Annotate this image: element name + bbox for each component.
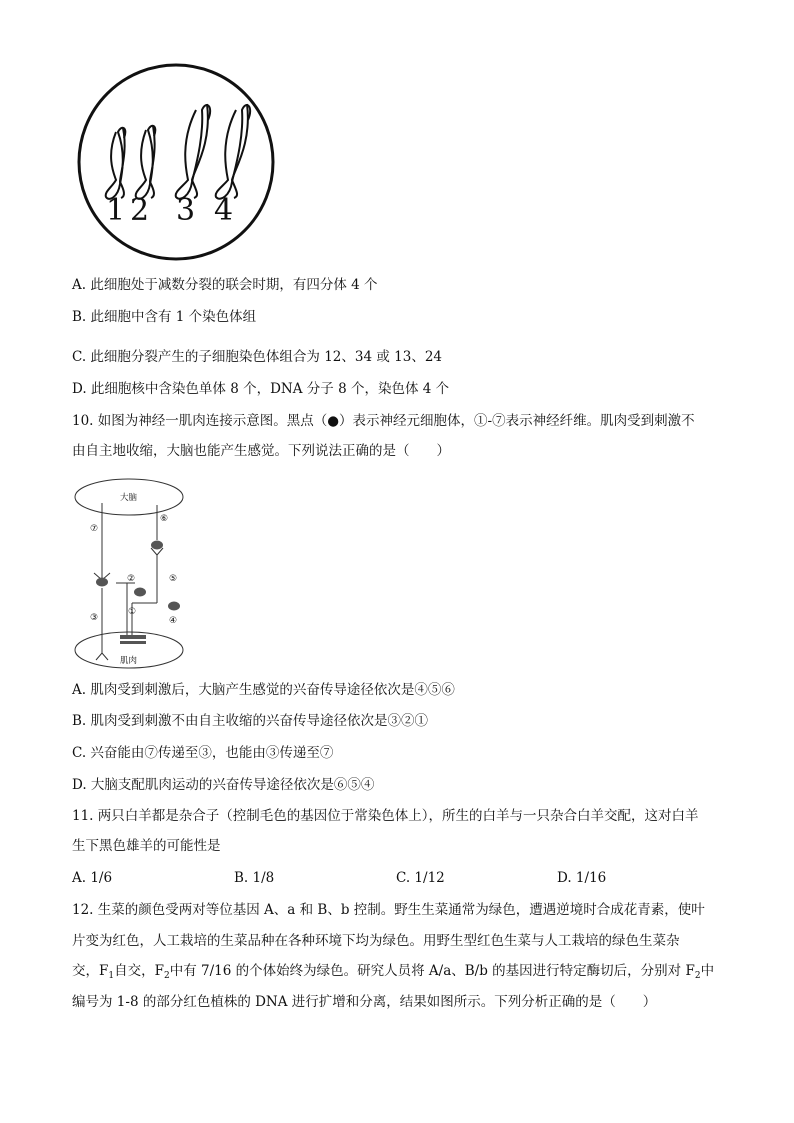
q11-option-a: A. 1/6 bbox=[72, 870, 113, 886]
chromosome-label-4: 4 bbox=[214, 193, 234, 228]
q12-line1: 12. 生菜的颜色受两对等位基因 A、a 和 B、b 控制。野生生菜通常为绿色，遭遇逆境时合成花青素，使叶 bbox=[72, 902, 705, 918]
q10-option-d: D. 大脑支配肌肉运动的兴奋传导途径依次是⑥⑤④ bbox=[72, 777, 375, 793]
q10-option-c: C. 兴奋能由⑦传递至③，也能由③传递至⑦ bbox=[72, 745, 334, 761]
fiber-label-7: ⑦ bbox=[90, 524, 99, 534]
q12-line4: 编号为 1-8 的部分红色植株的 DNA 进行扩增和分离，结果如图所示。下列分析正确的是（ ） bbox=[72, 994, 657, 1010]
q12-sub-f2b: 2 bbox=[694, 971, 701, 981]
q11-option-b: B. 1/8 bbox=[234, 870, 275, 886]
cell-chromosome-figure bbox=[76, 62, 276, 262]
q10-option-a: A. 肌肉受到刺激后，大脑产生感觉的兴奋传导途径依次是④⑤⑥ bbox=[72, 682, 455, 698]
q10-option-b: B. 肌肉受到刺激不由自主收缩的兴奋传导途径依次是③②① bbox=[72, 713, 429, 729]
q10-stem-line2: 由自主地收缩，大脑也能产生感觉。下列说法正确的是（ ） bbox=[72, 443, 450, 459]
fiber-label-6: ⑥ bbox=[160, 514, 169, 524]
chromosome-label-1: 1 bbox=[106, 193, 126, 228]
q12-line3 bbox=[72, 962, 714, 985]
fiber-label-1: ① bbox=[128, 607, 137, 617]
q12-line3-part-a: 交，F bbox=[72, 963, 109, 979]
q9-option-a: A. 此细胞处于减数分裂的联会时期，有四分体 4 个 bbox=[72, 277, 378, 293]
chromosome-label-2: 2 bbox=[130, 193, 150, 228]
fiber-label-5: ⑤ bbox=[169, 574, 178, 584]
q11-stem-line2: 生下黑色雄羊的可能性是 bbox=[72, 838, 221, 854]
fiber-label-4: ④ bbox=[169, 616, 178, 626]
fiber-label-3: ③ bbox=[90, 613, 99, 623]
muscle-label: 肌肉 bbox=[120, 656, 138, 666]
q9-option-d: D. 此细胞核中含染色单体 8 个，DNA 分子 8 个，染色体 4 个 bbox=[72, 381, 450, 397]
chromosome-2 bbox=[136, 126, 156, 199]
q10-stem-line1: 10. 如图为神经一肌肉连接示意图。黑点（●）表示神经元细胞体，①-⑦表示神经纤维。肌肉受到刺激不 bbox=[72, 413, 695, 429]
chromosome-3 bbox=[176, 104, 210, 199]
q12-sub-f1: 1 bbox=[108, 971, 115, 981]
q12-sub-f2: 2 bbox=[163, 971, 170, 981]
q11-option-c: C. 1/12 bbox=[396, 870, 445, 886]
q12-line3-part-c: 中有 7/16 的个体始终为绿色。研究人员将 A/a、B/b 的基因进行特定酶切后，分别对 F bbox=[169, 963, 695, 979]
chromosome-4 bbox=[216, 104, 250, 199]
fiber-label-2: ② bbox=[127, 574, 136, 584]
chromosome-label-3: 3 bbox=[176, 193, 196, 228]
q9-option-b: B. 此细胞中含有 1 个染色体组 bbox=[72, 309, 257, 325]
chromosome-1 bbox=[106, 128, 126, 199]
q12-line2: 片变为红色，人工栽培的生菜品种在各种环境下均为绿色。用野生型红色生菜与人工栽培的绿色生菜杂 bbox=[72, 933, 680, 949]
q11-stem-line1: 11. 两只白羊都是杂合子（控制毛色的基因位于常染色体上），所生的白羊与一只杂合白羊交配，这对白羊 bbox=[72, 808, 699, 824]
q9-option-c: C. 此细胞分裂产生的子细胞染色体组合为 12、34 或 13、24 bbox=[72, 349, 443, 365]
brain-label: 大脑 bbox=[120, 493, 138, 503]
nerve-muscle-figure bbox=[72, 475, 187, 670]
q12-line3-part-d: 中 bbox=[700, 963, 715, 979]
q12-line3-part-b: 自交，F bbox=[114, 963, 164, 979]
q11-option-d: D. 1/16 bbox=[557, 870, 607, 886]
